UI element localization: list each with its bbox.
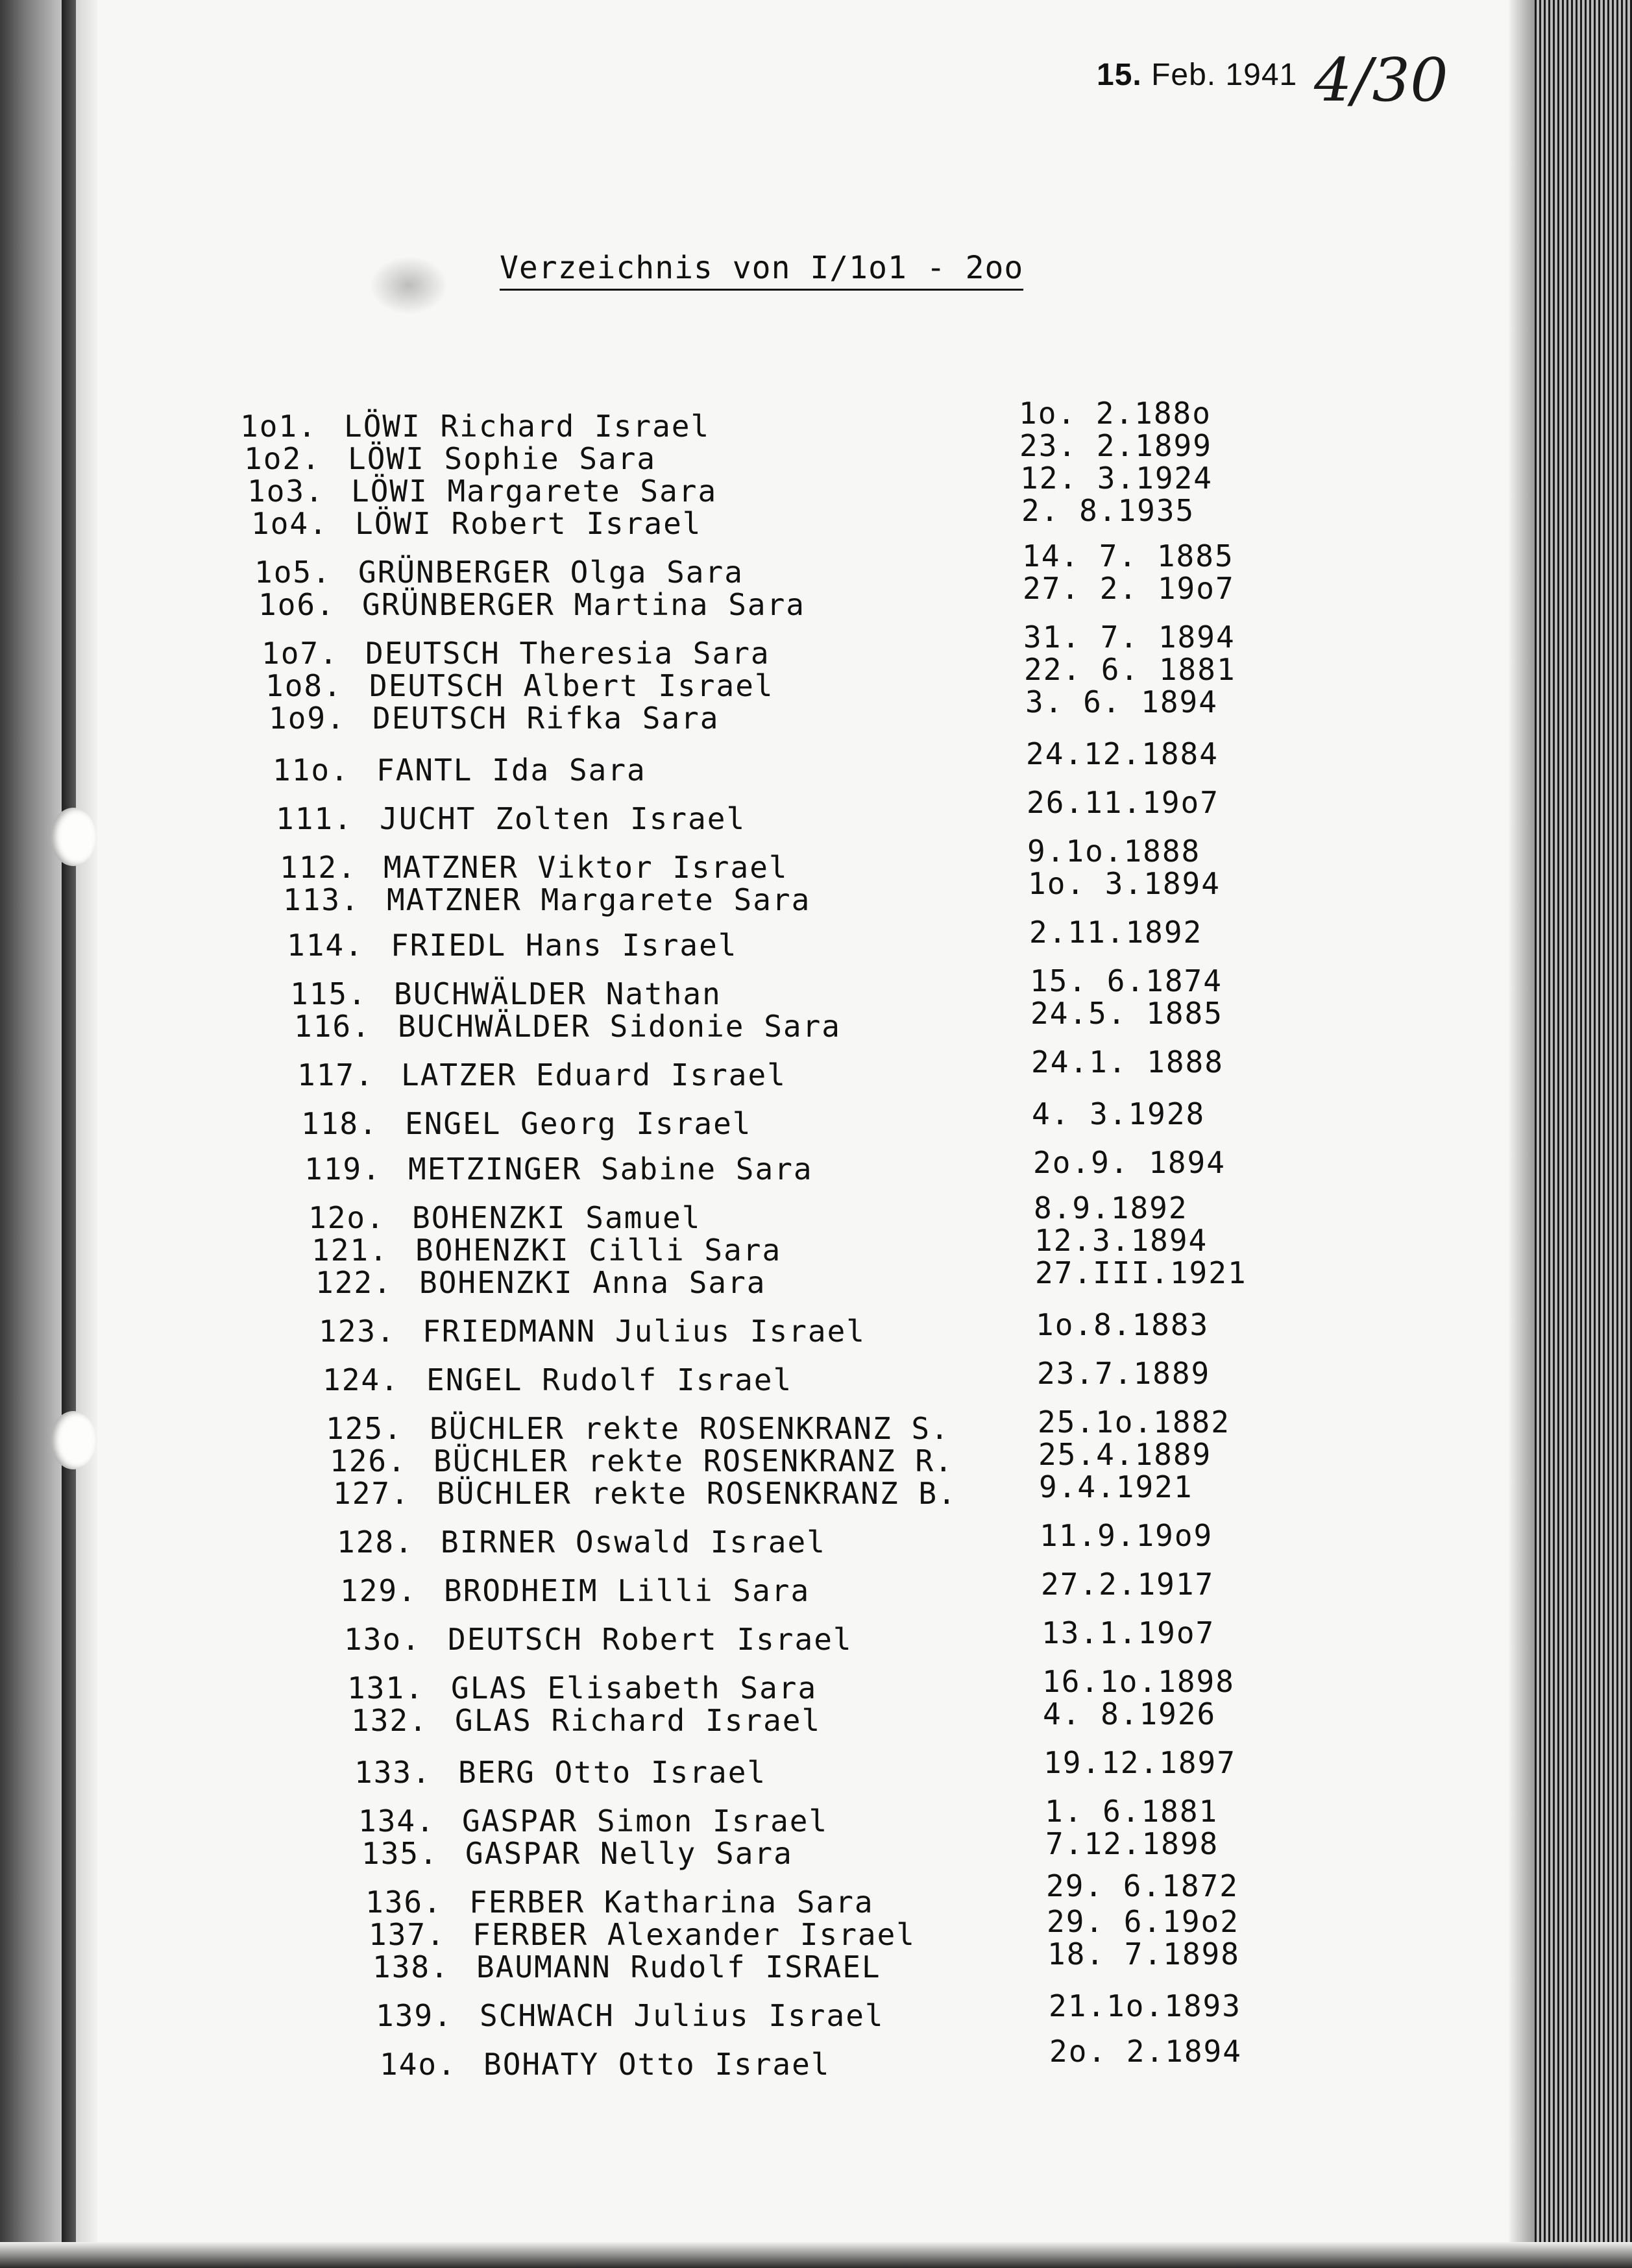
entry-name: FERBER Katharina Sara [469,1885,874,1920]
entry-birth-date: 3. 6. 1894 [1025,684,1218,719]
bottom-shadow [0,2242,1632,2268]
entry-birth-date: 24.12.1884 [1026,736,1219,771]
entry-birth-date: 14. 7. 1885 [1022,538,1234,573]
stamp-month-year: Feb. 1941 [1151,58,1298,92]
entry-birth-date: 23.7.1889 [1037,1356,1211,1391]
entry-number: 14o. [380,2047,457,2082]
entry-number: 111. [276,801,353,836]
entry-name: BOHENZKI Samuel [412,1200,701,1235]
entry-name: BOHENZKI Anna Sara [419,1265,766,1300]
entry-number: 112. [280,850,357,885]
entry-name: MATZNER Margarete Sara [387,882,811,917]
page-title: Verzeichnis von I/1o1 - 2oo [500,250,1023,291]
entry-number: 13o. [344,1622,421,1657]
entry-birth-date: 2.11.1892 [1029,915,1203,950]
entry-name: GRÜNBERGER Martina Sara [362,587,805,622]
entry-number: 134. [358,1804,435,1839]
entry-number: 1o4. [251,506,328,541]
entry-birth-date: 29. 6.19o2 [1047,1904,1239,1939]
entry-number: 113. [283,882,360,917]
entry-number: 135. [361,1836,439,1871]
entry-birth-date: 16.1o.1898 [1042,1664,1235,1699]
entry-number: 1o1. [240,409,317,444]
entry-number: 128. [337,1525,414,1560]
entry-birth-date: 19.12.1897 [1043,1745,1236,1780]
entry-birth-date: 27. 2. 19o7 [1023,571,1235,606]
entry-birth-date: 12. 3.1924 [1020,461,1213,496]
entry-number: 11o. [273,753,350,788]
page-stack-edge [1535,0,1632,2268]
entry-birth-date: 25.1o.1882 [1038,1405,1230,1440]
entry-number: 118. [301,1106,378,1141]
entry-name: LATZER Eduard Israel [401,1057,786,1092]
entry-number: 1o7. [262,636,339,671]
entry-number: 12o. [308,1200,385,1235]
entry-number: 119. [304,1152,382,1187]
entry-name: GASPAR Nelly Sara [465,1836,793,1871]
entry-number: 117. [297,1057,374,1092]
entry-number: 132. [351,1703,428,1738]
entry-number: 1o8. [265,668,343,703]
punch-hole-upper [51,808,96,866]
entry-birth-date: 22. 6. 1881 [1024,652,1236,687]
date-stamp [1097,57,1297,93]
entry-number: 122. [315,1265,393,1300]
entry-birth-date: 29. 6.1872 [1046,1868,1239,1903]
stamp-day: 15. [1097,58,1142,92]
entry-name: LÖWI Robert Israel [355,506,702,541]
entry-number: 115. [290,976,367,1011]
entry-name: BÜCHLER rekte ROSENKRANZ S. [430,1411,950,1446]
entry-name: BAUMANN Rudolf ISRAEL [476,1949,881,1984]
entry-birth-date: 24.5. 1885 [1030,996,1223,1031]
entry-number: 138. [372,1949,450,1984]
punch-hole-lower [51,1411,96,1469]
entry-name: FRIEDMANN Julius Israel [422,1314,866,1349]
entry-birth-date: 7.12.1898 [1045,1826,1219,1861]
entry-birth-date: 27.2.1917 [1041,1567,1215,1602]
entry-birth-date: 2o. 2.1894 [1049,2034,1242,2069]
entry-birth-date: 9.4.1921 [1039,1469,1193,1504]
entry-name: ENGEL Georg Israel [405,1106,752,1141]
entry-name: JUCHT Zolten Israel [380,801,746,836]
entry-birth-date: 2o.9. 1894 [1033,1145,1226,1180]
entry-birth-date: 1. 6.1881 [1045,1794,1219,1829]
entry-number: 139. [376,1998,453,2033]
page-stack-shadow [1509,0,1535,2268]
entry-number: 116. [294,1009,371,1044]
entry-name: ENGEL Rudolf Israel [426,1362,793,1397]
entry-name: DEUTSCH Rifka Sara [372,701,720,736]
entry-number: 133. [354,1755,432,1790]
entry-number: 136. [365,1885,443,1920]
entry-number: 1o6. [258,587,335,622]
entry-number: 126. [330,1443,407,1478]
entry-birth-date: 2. 8.1935 [1021,493,1195,528]
entry-name: GASPAR Simon Israel [462,1804,829,1839]
entry-number: 123. [319,1314,396,1349]
entry-birth-date: 4. 3.1928 [1032,1096,1206,1131]
entry-name: DEUTSCH Robert Israel [448,1622,853,1657]
entry-name: BRODHEIM Lilli Sara [444,1573,810,1608]
entry-birth-date: 8.9.1892 [1034,1190,1188,1225]
entry-name: BOHENZKI Cilli Sara [415,1233,782,1268]
entry-birth-date: 11.9.19o9 [1040,1518,1213,1553]
entry-name: MATZNER Viktor Israel [384,850,788,885]
binding-spine [62,0,76,2268]
entry-name: FANTL Ida Sara [376,753,646,788]
entry-number: 137. [369,1917,446,1952]
entry-name: BUCHWÄLDER Nathan [394,976,722,1011]
entry-name: GLAS Richard Israel [455,1703,822,1738]
entry-name: LÖWI Margarete Sara [351,474,718,509]
entry-birth-date: 27.III.1921 [1035,1255,1247,1290]
entry-name: FRIEDL Hans Israel [391,928,738,963]
entry-birth-date: 15. 6.1874 [1030,963,1223,998]
entry-name: BÜCHLER rekte ROSENKRANZ B. [437,1476,957,1511]
entry-name: DEUTSCH Theresia Sara [365,636,770,671]
entry-name: BUCHWÄLDER Sidonie Sara [398,1009,841,1044]
handwritten-folio-number: 4/30 [1314,45,1448,115]
entry-number: 124. [323,1362,400,1397]
entry-number: 1o3. [247,474,324,509]
ink-smudge [370,256,448,315]
entry-name: METZINGER Sabine Sara [408,1152,813,1187]
entry-number: 1o9. [269,701,346,736]
entry-name: LÖWI Richard Israel [344,409,711,444]
entry-birth-date: 1o. 2.188o [1019,396,1212,431]
entry-birth-date: 26.11.19o7 [1027,785,1219,820]
entry-birth-date: 1o. 3.1894 [1028,866,1221,901]
entry-name: DEUTSCH Albert Israel [369,668,774,703]
entry-name: BERG Otto Israel [458,1755,767,1790]
entry-number: 1o2. [244,441,321,476]
entry-birth-date: 13.1.19o7 [1041,1615,1215,1650]
entry-name: LÖWI Sophie Sara [348,441,657,476]
entry-name: BOHATY Otto Israel [483,2047,831,2082]
entry-number: 131. [347,1671,424,1706]
binding-shadow-left [0,0,97,2268]
entry-birth-date: 4. 8.1926 [1043,1696,1217,1731]
entry-number: 125. [326,1411,403,1446]
entry-birth-date: 12.3.1894 [1034,1223,1208,1258]
entry-name: BÜCHLER rekte ROSENKRANZ R. [433,1443,954,1478]
entry-birth-date: 31. 7. 1894 [1023,620,1236,655]
entry-birth-date: 1o.8.1883 [1036,1307,1210,1342]
entry-birth-date: 21.1o.1893 [1049,1988,1241,2023]
entry-number: 114. [287,928,364,963]
entry-name: GLAS Elisabeth Sara [451,1671,818,1706]
entry-name: BIRNER Oswald Israel [441,1525,826,1560]
entry-birth-date: 18. 7.1898 [1047,1936,1240,1972]
entry-name: SCHWACH Julius Israel [480,1998,884,2033]
entry-number: 121. [311,1233,389,1268]
entry-birth-date: 23. 2.1899 [1019,428,1212,463]
entry-birth-date: 24.1. 1888 [1031,1044,1224,1080]
entry-name: FERBER Alexander Israel [472,1917,916,1952]
entry-birth-date: 25.4.1889 [1038,1437,1212,1472]
entry-number: 129. [340,1573,417,1608]
entry-name: GRÜNBERGER Olga Sara [358,555,744,590]
entry-number: 1o5. [254,555,332,590]
entry-number: 127. [333,1476,410,1511]
entry-birth-date: 9.1o.1888 [1027,834,1201,869]
